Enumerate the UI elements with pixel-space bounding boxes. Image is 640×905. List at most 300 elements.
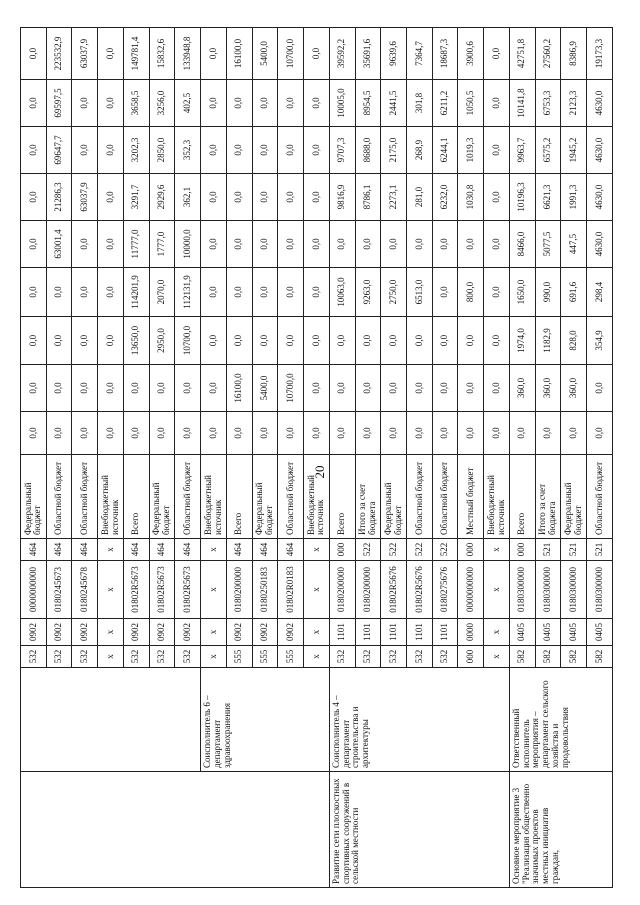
year-value-cell: 0,0 (458, 317, 484, 365)
budget-code-cell: х (484, 619, 510, 646)
year-value-cell: 828,0 (561, 317, 587, 365)
year-value-cell: 0,0 (98, 268, 124, 317)
year-value-cell: 0,0 (21, 365, 47, 412)
year-value-cell: 9263,0 (355, 268, 381, 317)
year-value-cell: 0,0 (587, 412, 613, 455)
executor-cell: Соисполнитель 4 – департамент строительства и архитектуры (329, 668, 509, 772)
year-value-cell: 13650,0 (123, 317, 149, 365)
year-value-cell: 0,0 (21, 412, 47, 455)
year-value-cell: 360,0 (561, 365, 587, 412)
year-value-cell: 0,0 (304, 221, 330, 268)
year-value-cell: 0,0 (458, 221, 484, 268)
budget-code-cell: 0000000000 (458, 561, 484, 619)
budget-code-cell: 464 (149, 539, 175, 561)
year-value-cell: 3658,5 (123, 80, 149, 127)
budget-code-cell: 532 (432, 646, 458, 668)
total-value-cell: 10700,0 (278, 28, 304, 80)
year-value-cell: 0,0 (381, 412, 407, 455)
year-value-cell: 0,0 (355, 317, 381, 365)
year-value-cell: 0,0 (226, 221, 252, 268)
year-value-cell: 0,0 (252, 127, 278, 174)
funding-source-cell: Областной бюджет (407, 455, 433, 539)
year-value-cell: 362,1 (175, 174, 201, 221)
budget-code-cell: 0902 (21, 619, 47, 646)
budget-code-cell: 0180250183 (252, 561, 278, 619)
year-value-cell: 0,0 (98, 221, 124, 268)
total-value-cell: 42751,8 (509, 28, 535, 80)
year-value-cell: 0,0 (304, 317, 330, 365)
budget-code-cell: 0902 (175, 619, 201, 646)
total-value-cell: 133948,8 (175, 28, 201, 80)
year-value-cell: 800,0 (458, 268, 484, 317)
budget-code-cell: 1101 (355, 619, 381, 646)
year-value-cell: 8688,0 (355, 127, 381, 174)
table-row (329, 28, 355, 888)
budget-code-cell: 01802R5676 (407, 561, 433, 619)
funding-source-cell: Внебюджетный источник (98, 455, 124, 539)
year-value-cell: 0,0 (201, 317, 227, 365)
total-value-cell: 27560,2 (535, 28, 561, 80)
budget-code-cell: 0180275676 (432, 561, 458, 619)
year-value-cell: 63001,4 (46, 221, 72, 268)
year-value-cell: 21286,3 (46, 174, 72, 221)
year-value-cell: 2850,0 (149, 127, 175, 174)
year-value-cell: 2273,1 (381, 174, 407, 221)
year-value-cell: 0,0 (21, 268, 47, 317)
year-value-cell: 0,0 (98, 317, 124, 365)
funding-source-cell: Областной бюджет (587, 455, 613, 539)
budget-code-cell: 0405 (587, 619, 613, 646)
total-value-cell: 16100,0 (226, 28, 252, 80)
funding-source-cell: Федеральный бюджет (561, 455, 587, 539)
year-value-cell: 0,0 (149, 412, 175, 455)
year-value-cell: 0,0 (304, 412, 330, 455)
budget-code-cell: 0000000000 (21, 561, 47, 619)
year-value-cell: 0,0 (175, 365, 201, 412)
funding-source-cell: Всего (329, 455, 355, 539)
budget-code-cell: х (304, 646, 330, 668)
executor-cell (21, 668, 201, 772)
year-value-cell: 6211,2 (432, 80, 458, 127)
funding-source-cell: Областной бюджет (72, 455, 98, 539)
year-value-cell: 0,0 (381, 221, 407, 268)
budget-code-cell: 0180300000 (509, 561, 535, 619)
funding-source-cell: Федеральный бюджет (381, 455, 407, 539)
year-value-cell: 0,0 (484, 127, 510, 174)
budget-code-cell: 521 (561, 539, 587, 561)
year-value-cell: 0,0 (407, 365, 433, 412)
funding-source-cell: Всего (509, 455, 535, 539)
year-value-cell: 0,0 (72, 80, 98, 127)
year-value-cell: 0,0 (46, 268, 72, 317)
funding-source-cell: Итого за счет бюджета (355, 455, 381, 539)
table-row (509, 28, 535, 888)
budget-code-cell: 532 (329, 646, 355, 668)
event-name-cell: Основное мероприятие 3 "Реализация общественно значимых проектов местных инициатив граждан, (509, 772, 612, 888)
year-value-cell: 354,9 (587, 317, 613, 365)
funding-source-cell: Федеральный бюджет (252, 455, 278, 539)
year-value-cell: 6575,2 (535, 127, 561, 174)
year-value-cell: 3202,3 (123, 127, 149, 174)
table-row (201, 28, 227, 888)
budget-code-cell: 464 (123, 539, 149, 561)
year-value-cell: 0,0 (278, 221, 304, 268)
budget-code-cell: 0902 (278, 619, 304, 646)
total-value-cell: 3900,6 (458, 28, 484, 80)
year-value-cell: 0,0 (432, 268, 458, 317)
budget-code-cell: х (98, 539, 124, 561)
budget-code-cell: 464 (46, 539, 72, 561)
year-value-cell: 0,0 (72, 365, 98, 412)
budget-code-cell: 0902 (123, 619, 149, 646)
year-value-cell: 0,0 (46, 317, 72, 365)
budget-code-cell: 000 (458, 646, 484, 668)
budget-code-cell: 0405 (509, 619, 535, 646)
year-value-cell: 0,0 (201, 412, 227, 455)
year-value-cell: 0,0 (458, 365, 484, 412)
budget-code-cell: 464 (278, 539, 304, 561)
year-value-cell: 0,0 (201, 365, 227, 412)
budget-code-cell: 000 (509, 539, 535, 561)
table-row (21, 28, 47, 888)
budget-code-cell: 01802R5673 (123, 561, 149, 619)
budget-code-cell: 582 (509, 646, 535, 668)
budget-code-cell: 464 (226, 539, 252, 561)
funding-source-cell: Внебюджетный источник (201, 455, 227, 539)
budget-code-cell: 521 (587, 539, 613, 561)
year-value-cell: 1945,2 (561, 127, 587, 174)
year-value-cell: 0,0 (226, 174, 252, 221)
year-value-cell: 10063,0 (329, 268, 355, 317)
year-value-cell: 0,0 (561, 412, 587, 455)
year-value-cell: 2750,0 (381, 268, 407, 317)
year-value-cell: 0,0 (175, 412, 201, 455)
budget-code-cell: 0180200000 (355, 561, 381, 619)
year-value-cell: 10141,8 (509, 80, 535, 127)
year-value-cell: 0,0 (484, 365, 510, 412)
year-value-cell: 0,0 (252, 80, 278, 127)
year-value-cell: 0,0 (535, 412, 561, 455)
year-value-cell: 0,0 (201, 174, 227, 221)
year-value-cell: 0,0 (123, 412, 149, 455)
budget-code-cell: х (484, 539, 510, 561)
year-value-cell: 0,0 (226, 412, 252, 455)
year-value-cell: 9963,7 (509, 127, 535, 174)
year-value-cell: 301,8 (407, 80, 433, 127)
year-value-cell: 0,0 (46, 365, 72, 412)
budget-code-cell: х (98, 619, 124, 646)
year-value-cell: 0,0 (252, 174, 278, 221)
year-value-cell: 0,0 (587, 365, 613, 412)
budget-code-cell: х (98, 646, 124, 668)
budget-code-cell: 0180300000 (535, 561, 561, 619)
budget-code-cell: 532 (355, 646, 381, 668)
table-body (21, 28, 613, 888)
budget-code-cell: х (304, 539, 330, 561)
year-value-cell: 9816,9 (329, 174, 355, 221)
budget-code-cell: 464 (252, 539, 278, 561)
funding-source-cell: Федеральный бюджет (21, 455, 47, 539)
total-value-cell: 223532,9 (46, 28, 72, 80)
year-value-cell: 0,0 (458, 412, 484, 455)
year-value-cell: 0,0 (278, 268, 304, 317)
year-value-cell: 63037,9 (72, 174, 98, 221)
year-value-cell: 3256,0 (149, 80, 175, 127)
total-value-cell: 35691,6 (355, 28, 381, 80)
budget-table (20, 27, 613, 888)
budget-code-cell: 0180300000 (587, 561, 613, 619)
year-value-cell: 11777,0 (123, 221, 149, 268)
year-value-cell: 0,0 (201, 127, 227, 174)
year-value-cell: 0,0 (304, 174, 330, 221)
budget-code-cell: 01802R5673 (149, 561, 175, 619)
budget-code-cell: 0902 (226, 619, 252, 646)
funding-source-cell: Внебюджетный источник (304, 455, 330, 539)
budget-code-cell: 522 (381, 539, 407, 561)
total-value-cell: 0,0 (21, 28, 47, 80)
budget-code-cell: 01802R5673 (175, 561, 201, 619)
year-value-cell: 10196,3 (509, 174, 535, 221)
year-value-cell: 6621,3 (535, 174, 561, 221)
budget-table-rotated (20, 28, 612, 888)
total-value-cell: 9639,6 (381, 28, 407, 80)
funding-source-cell: Внебюджетный источник (484, 455, 510, 539)
budget-code-cell: х (484, 561, 510, 619)
year-value-cell: 0,0 (46, 412, 72, 455)
budget-code-cell: 1101 (432, 619, 458, 646)
funding-source-cell: Местный бюджет (458, 455, 484, 539)
year-value-cell: 0,0 (381, 365, 407, 412)
budget-code-cell: 0405 (535, 619, 561, 646)
year-value-cell: 1050,5 (458, 80, 484, 127)
year-value-cell: 0,0 (278, 127, 304, 174)
budget-code-cell: 1101 (329, 619, 355, 646)
year-value-cell: 0,0 (201, 80, 227, 127)
year-value-cell: 1991,3 (561, 174, 587, 221)
budget-code-cell: х (304, 619, 330, 646)
year-value-cell: 1777,0 (149, 221, 175, 268)
year-value-cell: 0,0 (21, 317, 47, 365)
year-value-cell: 0,0 (407, 317, 433, 365)
budget-code-cell: 582 (561, 646, 587, 668)
budget-code-cell: 582 (587, 646, 613, 668)
funding-source-cell: Федеральный бюджет (149, 455, 175, 539)
budget-code-cell: 1101 (381, 619, 407, 646)
year-value-cell: 4630,0 (587, 80, 613, 127)
year-value-cell: 0,0 (201, 268, 227, 317)
year-value-cell: 2123,3 (561, 80, 587, 127)
budget-code-cell: х (201, 619, 227, 646)
budget-code-cell: 0180200000 (226, 561, 252, 619)
budget-code-cell: 522 (355, 539, 381, 561)
year-value-cell: 6513,0 (407, 268, 433, 317)
budget-code-cell: 532 (149, 646, 175, 668)
budget-code-cell: 555 (252, 646, 278, 668)
year-value-cell: 0,0 (226, 127, 252, 174)
year-value-cell: 0,0 (72, 127, 98, 174)
year-value-cell: 1974,0 (509, 317, 535, 365)
budget-code-cell: 0902 (46, 619, 72, 646)
budget-code-cell: 000 (329, 539, 355, 561)
total-value-cell: 0,0 (484, 28, 510, 80)
budget-code-cell: 464 (21, 539, 47, 561)
funding-source-cell: Областной бюджет (278, 455, 304, 539)
year-value-cell: 1019,3 (458, 127, 484, 174)
year-value-cell: 2175,0 (381, 127, 407, 174)
budget-code-cell: 522 (432, 539, 458, 561)
total-value-cell: 19173,3 (587, 28, 613, 80)
budget-code-cell: 555 (226, 646, 252, 668)
year-value-cell: 0,0 (72, 412, 98, 455)
year-value-cell: 0,0 (98, 365, 124, 412)
year-value-cell: 10000,0 (175, 221, 201, 268)
budget-code-cell: х (201, 561, 227, 619)
budget-code-cell: 532 (72, 646, 98, 668)
year-value-cell: 360,0 (535, 365, 561, 412)
year-value-cell: 16100,0 (226, 365, 252, 412)
budget-code-cell: 582 (535, 646, 561, 668)
year-value-cell: 0,0 (329, 221, 355, 268)
year-value-cell: 0,0 (21, 80, 47, 127)
year-value-cell: 9707,3 (329, 127, 355, 174)
year-value-cell: 2950,0 (149, 317, 175, 365)
year-value-cell: 0,0 (432, 365, 458, 412)
total-value-cell: 0,0 (98, 28, 124, 80)
total-value-cell: 7364,7 (407, 28, 433, 80)
year-value-cell: 4630,0 (587, 174, 613, 221)
budget-code-cell: 0902 (149, 619, 175, 646)
budget-code-cell: 000 (458, 539, 484, 561)
year-value-cell: 0,0 (484, 412, 510, 455)
year-value-cell: 0,0 (381, 317, 407, 365)
budget-code-cell: х (201, 646, 227, 668)
year-value-cell: 3291,7 (123, 174, 149, 221)
total-value-cell: 15832,6 (149, 28, 175, 80)
year-value-cell: 0,0 (484, 174, 510, 221)
year-value-cell: 0,0 (226, 268, 252, 317)
budget-code-cell: х (201, 539, 227, 561)
page-number: 20 (312, 465, 327, 479)
total-value-cell: 5400,0 (252, 28, 278, 80)
year-value-cell: 298,4 (587, 268, 613, 317)
year-value-cell: 6244,1 (432, 127, 458, 174)
funding-source-cell: Областной бюджет (432, 455, 458, 539)
year-value-cell: 6753,3 (535, 80, 561, 127)
year-value-cell: 69597,5 (46, 80, 72, 127)
event-name-cell (21, 772, 330, 888)
year-value-cell: 0,0 (98, 412, 124, 455)
total-value-cell: 0,0 (201, 28, 227, 80)
year-value-cell: 0,0 (304, 268, 330, 317)
year-value-cell: 0,0 (201, 221, 227, 268)
executor-cell: Ответственный исполнитель мероприятия – департамент сельского хозяйства и продовольствия (509, 668, 612, 772)
budget-code-cell: х (98, 561, 124, 619)
year-value-cell: 0,0 (72, 317, 98, 365)
year-value-cell: 0,0 (252, 317, 278, 365)
year-value-cell: 1182,9 (535, 317, 561, 365)
year-value-cell: 0,0 (226, 80, 252, 127)
year-value-cell: 0,0 (21, 174, 47, 221)
year-value-cell: 8786,1 (355, 174, 381, 221)
year-value-cell: 5077,5 (535, 221, 561, 268)
budget-code-cell: 532 (123, 646, 149, 668)
funding-source-cell: Всего (226, 455, 252, 539)
year-value-cell: 1030,8 (458, 174, 484, 221)
event-name-cell: Развитие сети плоскостных спортивных сооружений в сельской местности (329, 772, 509, 888)
year-value-cell: 0,0 (252, 268, 278, 317)
budget-code-cell: х (484, 646, 510, 668)
budget-code-cell: 522 (407, 539, 433, 561)
budget-code-cell: х (304, 561, 330, 619)
budget-code-cell: 0902 (252, 619, 278, 646)
year-value-cell: 0,0 (432, 317, 458, 365)
funding-source-cell: Всего (123, 455, 149, 539)
total-value-cell: 63037,9 (72, 28, 98, 80)
budget-code-cell: 01802R0183 (278, 561, 304, 619)
year-value-cell: 0,0 (72, 221, 98, 268)
year-value-cell: 0,0 (407, 221, 433, 268)
year-value-cell: 691,6 (561, 268, 587, 317)
year-value-cell: 0,0 (278, 80, 304, 127)
year-value-cell: 360,0 (509, 365, 535, 412)
year-value-cell: 0,0 (407, 412, 433, 455)
year-value-cell: 447,5 (561, 221, 587, 268)
year-value-cell: 0,0 (149, 365, 175, 412)
budget-code-cell: 0180200000 (329, 561, 355, 619)
year-value-cell: 4630,0 (587, 127, 613, 174)
year-value-cell: 0,0 (98, 127, 124, 174)
budget-code-cell: 555 (278, 646, 304, 668)
year-value-cell: 4630,0 (587, 221, 613, 268)
year-value-cell: 112131,9 (175, 268, 201, 317)
budget-code-cell: 0902 (72, 619, 98, 646)
year-value-cell: 0,0 (252, 221, 278, 268)
year-value-cell: 268,9 (407, 127, 433, 174)
budget-code-cell: 532 (46, 646, 72, 668)
year-value-cell: 0,0 (484, 268, 510, 317)
total-value-cell: 8386,9 (561, 28, 587, 80)
total-value-cell: 39592,2 (329, 28, 355, 80)
year-value-cell: 0,0 (329, 365, 355, 412)
budget-code-cell: 464 (175, 539, 201, 561)
year-value-cell: 0,0 (432, 412, 458, 455)
year-value-cell: 0,0 (355, 412, 381, 455)
budget-code-cell: 0180245678 (72, 561, 98, 619)
year-value-cell: 10700,0 (278, 365, 304, 412)
year-value-cell: 990,0 (535, 268, 561, 317)
year-value-cell: 0,0 (484, 80, 510, 127)
year-value-cell: 0,0 (21, 221, 47, 268)
budget-code-cell: 532 (175, 646, 201, 668)
year-value-cell: 0,0 (278, 317, 304, 365)
budget-code-cell: 0000 (458, 619, 484, 646)
year-value-cell: 2929,6 (149, 174, 175, 221)
year-value-cell: 69647,7 (46, 127, 72, 174)
budget-code-cell: 1101 (407, 619, 433, 646)
year-value-cell: 0,0 (484, 221, 510, 268)
year-value-cell: 114201,9 (123, 268, 149, 317)
year-value-cell: 2070,0 (149, 268, 175, 317)
funding-source-cell: Областной бюджет (175, 455, 201, 539)
year-value-cell: 6232,0 (432, 174, 458, 221)
year-value-cell: 0,0 (304, 80, 330, 127)
year-value-cell: 0,0 (72, 268, 98, 317)
year-value-cell: 2441,5 (381, 80, 407, 127)
budget-code-cell: 532 (381, 646, 407, 668)
budget-code-cell: 521 (535, 539, 561, 561)
total-value-cell: 18687,3 (432, 28, 458, 80)
total-value-cell: 0,0 (304, 28, 330, 80)
